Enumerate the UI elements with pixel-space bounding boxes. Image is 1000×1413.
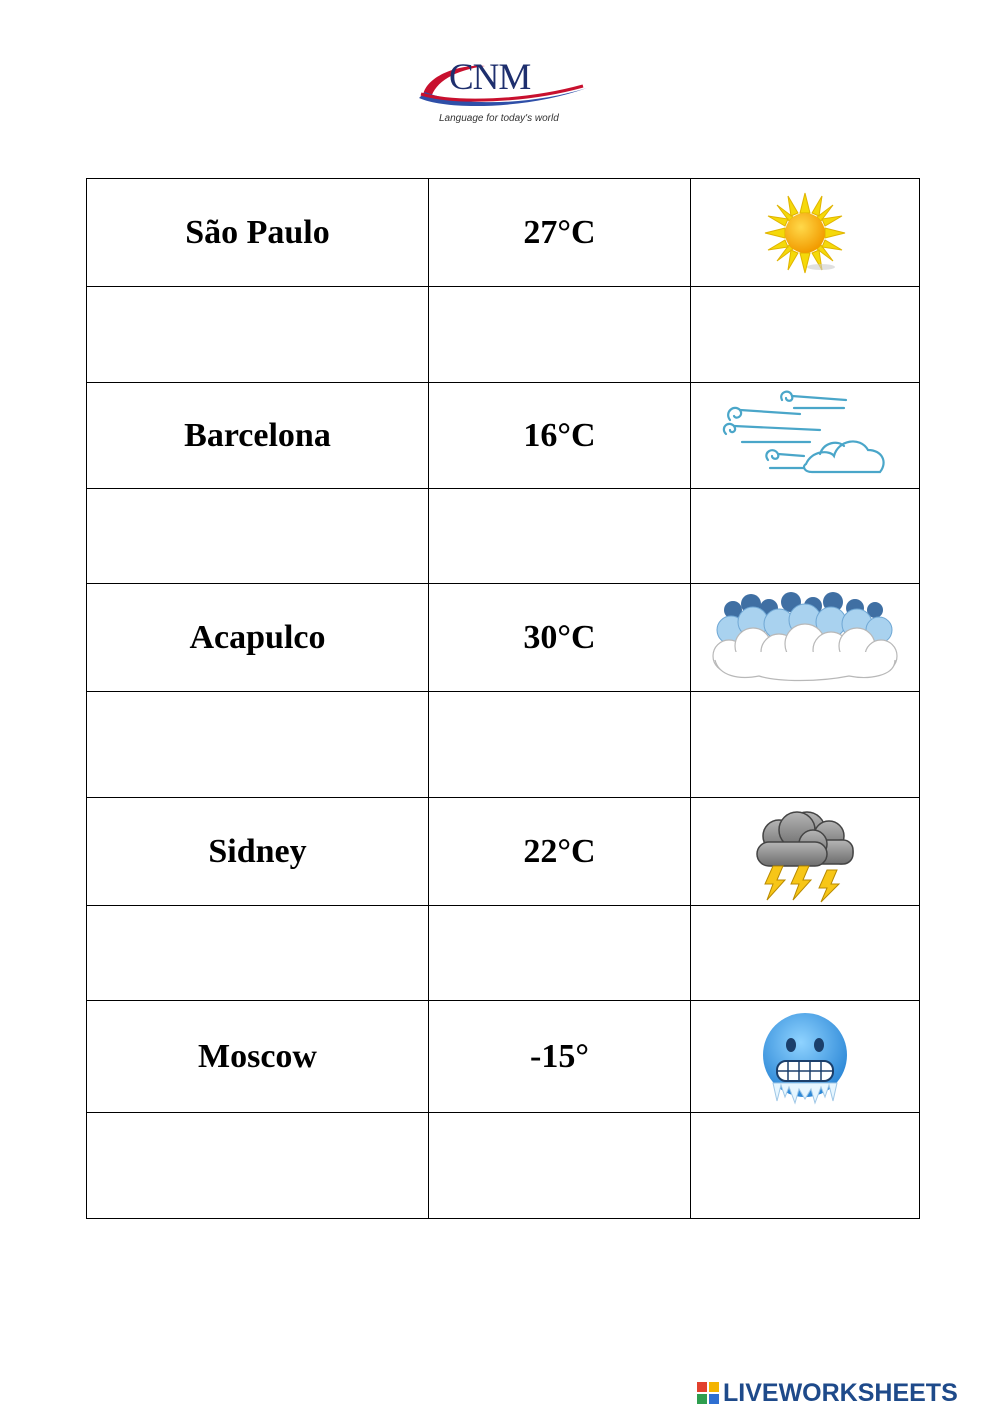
temp-cell: 16°C <box>429 383 691 489</box>
liveworksheets-logo-icon <box>697 1382 719 1404</box>
table-row <box>87 584 920 692</box>
temp-cell <box>429 906 691 1001</box>
city-cell: Acapulco <box>87 584 429 692</box>
table-row <box>87 1001 920 1113</box>
weather-icon-cell <box>691 584 920 692</box>
table-row <box>87 489 920 584</box>
city-cell <box>87 1113 429 1219</box>
weather-icon-cell <box>691 179 920 287</box>
city-cell: Moscow <box>87 1001 429 1113</box>
city-cell <box>87 287 429 383</box>
weather-icon-cell <box>691 489 920 584</box>
table-row <box>87 798 920 906</box>
weather-icon-cell <box>691 798 920 906</box>
liveworksheets-footer <box>697 1379 997 1407</box>
weather-icon-cell <box>691 383 920 489</box>
weather-icon-cell <box>691 287 920 383</box>
city-cell: São Paulo <box>87 179 429 287</box>
cnm-logo <box>415 58 590 130</box>
temp-cell <box>429 287 691 383</box>
logo-tagline: Language for today's world <box>439 113 559 124</box>
temp-cell: 30°C <box>429 584 691 692</box>
weather-icon-cell <box>691 1113 920 1219</box>
temp-cell: 22°C <box>429 798 691 906</box>
weather-icon-cell <box>691 906 920 1001</box>
city-cell <box>87 692 429 798</box>
table-row <box>87 906 920 1001</box>
temp-cell: -15° <box>429 1001 691 1113</box>
table-row <box>87 692 920 798</box>
table-row <box>87 1113 920 1219</box>
temp-cell <box>429 692 691 798</box>
city-cell <box>87 489 429 584</box>
weather-icon-cell <box>691 1001 920 1113</box>
table-row <box>87 179 920 287</box>
temp-cell <box>429 489 691 584</box>
weather-table <box>86 178 920 1219</box>
liveworksheets-brand: LIVEWORKSHEETS <box>723 1379 958 1407</box>
city-cell: Sidney <box>87 798 429 906</box>
table-row <box>87 383 920 489</box>
temp-cell <box>429 1113 691 1219</box>
wind-cloud-icon <box>720 390 890 482</box>
thunderstorm-icon <box>753 800 857 904</box>
sun-icon <box>763 191 847 275</box>
weather-icon-cell <box>691 692 920 798</box>
temp-cell: 27°C <box>429 179 691 287</box>
city-cell <box>87 906 429 1001</box>
table-row <box>87 287 920 383</box>
logo-text: CNM <box>449 57 531 98</box>
freezing-face-icon <box>757 1009 853 1105</box>
city-cell: Barcelona <box>87 383 429 489</box>
cloudy-icon <box>709 590 901 686</box>
